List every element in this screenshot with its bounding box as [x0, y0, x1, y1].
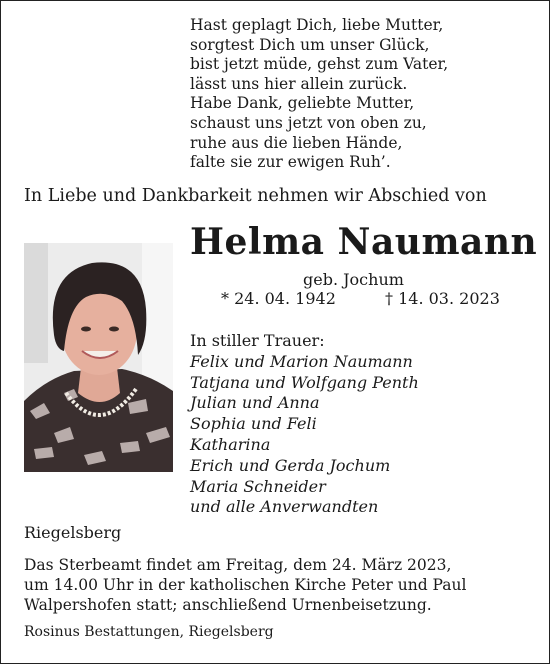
- poem-line: schaust uns jetzt von oben zu,: [190, 113, 427, 132]
- notice-line: Walpershofen statt; anschließend Urnenbeisetzung.: [24, 596, 432, 614]
- poem: [190, 16, 448, 173]
- mourner-name: Maria Schneider: [190, 476, 326, 496]
- mourners-list: [190, 331, 419, 518]
- mourner-name: Sophia und Feli: [190, 414, 317, 434]
- notice-line: um 14.00 Uhr in der katholischen Kirche Peter und Paul: [24, 576, 467, 594]
- town: Riegelsberg: [24, 523, 122, 542]
- poem-line: lässt uns hier allein zurück.: [190, 74, 408, 93]
- mourner-name: und alle Anverwandten: [190, 497, 379, 517]
- poem-line: ruhe aus die lieben Hände,: [190, 133, 403, 152]
- birth-name: geb. Jochum: [303, 270, 404, 289]
- mourner-name: Julian und Anna: [190, 393, 320, 413]
- funeral-notice: [24, 555, 466, 615]
- mourner-name: Tatjana und Wolfgang Penth: [190, 372, 419, 392]
- funeral-home: Rosinus Bestattungen, Riegelsberg: [24, 624, 274, 640]
- deceased-name: Helma Naumann: [190, 221, 538, 263]
- death-date: † 14. 03. 2023: [385, 289, 500, 308]
- poem-line: Habe Dank, geliebte Mutter,: [190, 94, 415, 113]
- poem-line: sorgtest Dich um unser Glück,: [190, 35, 430, 54]
- poem-line: falte sie zur ewigen Ruh’.: [190, 153, 391, 172]
- mourner-name: Katharina: [190, 434, 271, 454]
- portrait-photo: [24, 243, 173, 472]
- birth-date: * 24. 04. 1942: [221, 289, 336, 308]
- mourner-name: Felix und Marion Naumann: [190, 351, 413, 371]
- mourners-heading: In stiller Trauer:: [190, 331, 325, 350]
- notice-line: Das Sterbeamt findet am Freitag, dem 24. März 2023,: [24, 556, 452, 574]
- intro-line: In Liebe und Dankbarkeit nehmen wir Abschied von: [24, 186, 487, 206]
- poem-line: bist jetzt müde, gehst zum Vater,: [190, 55, 449, 74]
- poem-line: Hast geplagt Dich, liebe Mutter,: [190, 16, 444, 34]
- mourner-name: Erich und Gerda Jochum: [190, 455, 391, 475]
